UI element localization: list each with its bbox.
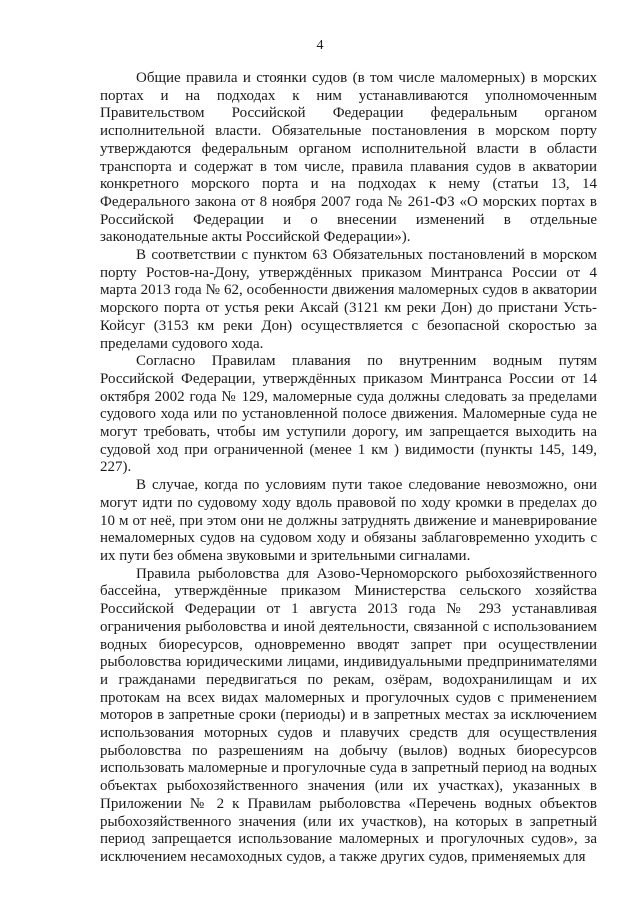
paragraph-fairway-movement: В случае, когда по условиям пути такое следование невозможно, они могут идти по судовому ходу вдоль правовой по ходу кромки в пределах до 10 м от неё, при этом они не должны затруднять движение и маневрирование немаломерных судов на судовом ходу и обязаны заблаговременно уходить с их пути без обмена звуковыми и зрительными сигналами. <box>100 477 597 564</box>
page-number: 4 <box>316 38 324 53</box>
paragraph-rostov-port: В соответствии с пунктом 63 Обязательных постановлений в морском порту Ростов-на-Дону, утверждённых приказом Минтранса России от 4 марта 2013 года № 62, особенности движения маломерных судов в акватории морского порта от устья реки Аксай (3121 км реки Дон) до пристани Усть-Койсуг (3153 км реки Дон) осуществляется с безопасной скоростью за пределами судового хода. <box>100 247 597 352</box>
paragraph-fishing-rules: Правила рыболовства для Азово-Черноморского рыбохозяйственного бассейна, утверждённые приказом Министерства сельского хозяйства Российской Федерации от 1 августа 2013 года № 293 устанавливая ограничения рыболовства и иной деятельности, связанной с использованием водных биоресурсов, одновременно вводят запрет при осуществлении рыболовства юридическими лицами, индивидуальными предпринимателями и гражданами передвигаться по рекам, озёрам, водохранилищам и их протокам на всех видах маломерных и прогулочных судов с применением моторов в запретные сроки (периоды) и в запретных местах за исключением использования моторных судов и плавучих средств для осуществления рыболовства по разрешениям на добычу (вылов) водных биоресурсов использовать маломерные и прогулочные суда в запретный период на водных объектах рыбохозяйственного значения (или их участках), указанных в Приложении № 2 к Правилам рыболовства «Перечень водных объектов рыбохозяйственного значения (или их участков), на которых в запретный период запрещается использование маломерных и прогулочных судов», за исключением несамоходных судов, а также других судов, применяемых для <box>100 565 597 865</box>
paragraph-navigation-rules: Согласно Правилам плавания по внутренним водным путям Российской Федерации, утверждённых приказом Минтранса России от 14 октября 2002 года № 129, маломерные суда должны следовать за пределами судового хода или по установленной полосе движения. Маломерные суда не могут требовать, чтобы им уступили дорогу, им запрещается выходить на судовой ход при ограниченной (менее 1 км ) видимости (пункты 145, 149, 227). <box>100 353 597 476</box>
document-body <box>100 70 597 867</box>
paragraph-general-rules: Общие правила и стоянки судов (в том числе маломерных) в морских портах и на подходах к ним устанавливаются уполномоченным Правительством Российской Федерации федеральным органом исполнительной власти. Обязательные постановления в морском порту утверждаются федеральным органом исполнительной власти в области транспорта и содержат в том числе, правила плавания судов в акватории конкретного морского порта и на подходах к нему (статьи 13, 14 Федерального закона от 8 ноября 2007 года № 261-ФЗ «О морских портах в Российской Федерации и о внесении изменений в отдельные законодательные акты Российской Федерации»). <box>100 70 597 246</box>
